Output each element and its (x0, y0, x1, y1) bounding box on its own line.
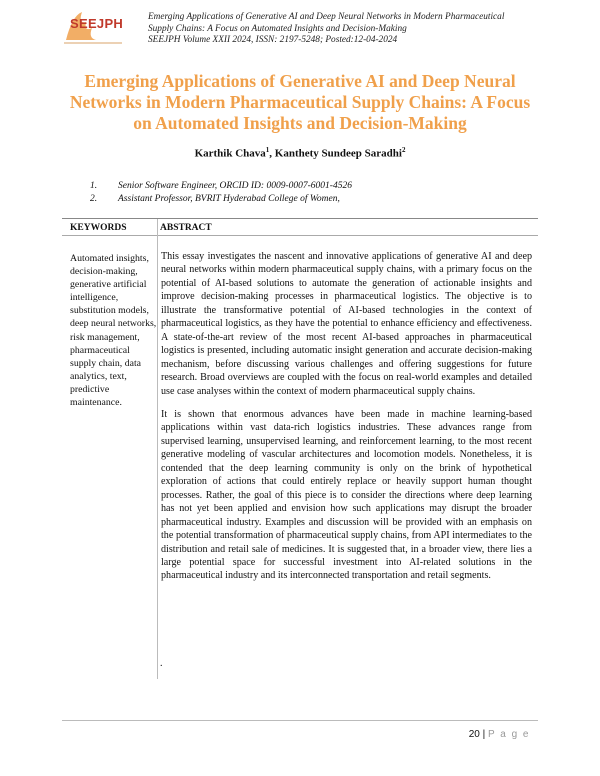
author-superscript: 1 (265, 146, 270, 154)
header-line-1: Emerging Applications of Generative AI and Deep Neural Networks in Modern Pharmaceutical (148, 12, 505, 22)
table-top-rule (62, 218, 538, 219)
abstract-body (161, 250, 532, 593)
author-superscript: 2 (401, 146, 406, 154)
abstract-paragraph: It is shown that enormous advances have been made in machine learning-based applications within vast data-rich logistics industries. These advances range from supervised learning, unsupervised learning, and reinforcement learning, to the most recent generative modeling of vascular architectures and locomotion models. Nonetheless, it is contended that the deep learning community is only on the brink of hypothetical exploration of actions that could entirely replace or heavily support human thought processes. Rather, the goal of this piece is to consider the directions where deep learning has not yet been applied and envision how such applications may disrupt the broader pharmaceutical industry. Examples and discussion will be provided with an emphasis on the potential transformation of pharmaceutical supply chains, from API intermediates to the distribution and retail sale of medicines. It is suggested that, in a broader view, there lies a large potential space for successful investment into AI-related solutions in the pharmaceutical industry and its interconnected transportation and retail segments. (161, 408, 532, 582)
affiliation-number: 2. (90, 194, 98, 204)
affiliation-text: Assistant Professor, BVRIT Hyderabad College of Women, (118, 194, 340, 204)
author-line (0, 146, 600, 160)
page-number: 20 (468, 729, 480, 740)
logo-text: SEEJPH (70, 16, 124, 31)
affiliation-text: Senior Software Engineer, ORCID ID: 0009-0007-6001-4526 (118, 181, 352, 191)
trailing-dot: . (160, 658, 163, 669)
page-separator: | (479, 729, 488, 740)
affiliation-number: 1. (90, 181, 98, 191)
abstract-heading: ABSTRACT (160, 223, 212, 233)
journal-logo (62, 10, 124, 46)
paper-title: Emerging Applications of Generative AI and Deep Neural Networks in Modern Pharmaceutical Supply Chains: A Focus on Automated Insights and Decision-Making (69, 71, 531, 133)
header-line-2: Supply Chains: A Focus on Automated Insights and Decision-Making (148, 23, 407, 34)
table-header-rule (62, 235, 538, 236)
affiliation-item (90, 180, 560, 193)
affiliation-item (90, 193, 560, 206)
abstract-paragraph: This essay investigates the nascent and innovative applications of generative AI and deep neural networks within modern pharmaceutical supply chains, with a primary focus on the potential of AI-based solutions to automate the generation of actionable insights and improve decision-making processes in pharmaceutical logistics. The objective is to illustrate the transformative potential of AI-based technologies in the context of pharmaceutical logistics, as they have the potential to enhance efficiency and effectiveness. A state-of-the-art review of the most recent AI-based approaches in pharmaceutical logistics is presented, including automatic insight generation and accurate decision-making mechanism, before discussing various challenges and offering suggestions for future research. Broad overviews are coupled with the focus on real-world examples and detailed use case analyses within the context of modern pharmaceutical supply chains. (161, 251, 532, 397)
affiliations (90, 180, 560, 206)
running-header (148, 12, 568, 47)
page-footer (469, 729, 530, 740)
author-name: Kanthety Sundeep Saradhi (274, 147, 402, 160)
page-label: P a g e (487, 729, 530, 740)
keywords-list: Automated insights, decision-making, generative artificial intelligence, substitution models, deep neural networks, risk management, pharmaceutical supply chain, data analytics, text, predictive maintenance. (70, 253, 157, 409)
header-line-3: SEEJPH Volume XXII 2024, ISSN: 2197-5248; Posted:12-04-2024 (148, 35, 398, 45)
keywords-heading: KEYWORDS (70, 223, 127, 233)
author-name: Karthik Chava (194, 147, 266, 160)
footer-rule (62, 720, 538, 721)
author-separator: , (269, 147, 275, 160)
